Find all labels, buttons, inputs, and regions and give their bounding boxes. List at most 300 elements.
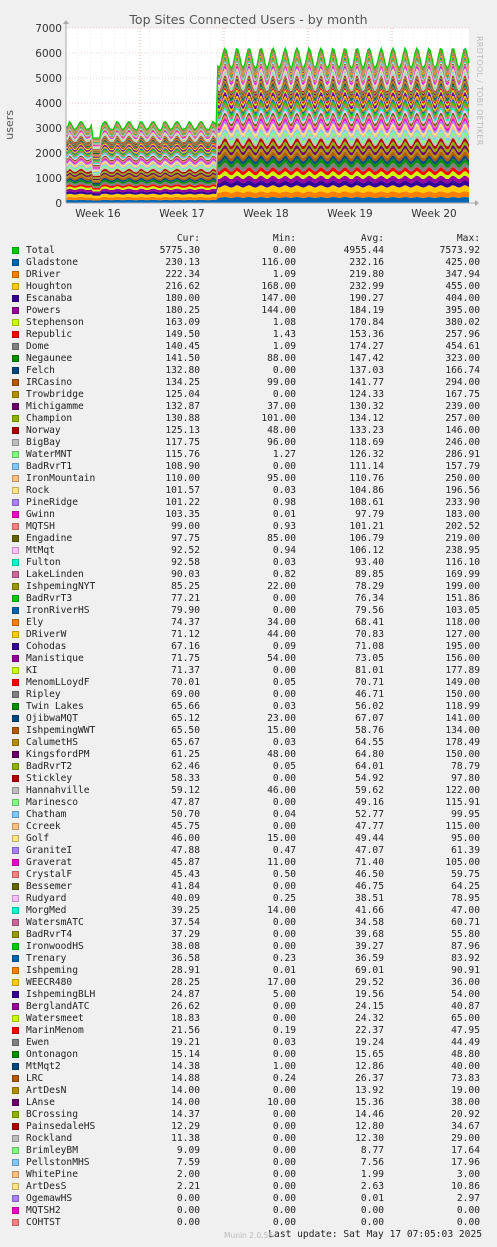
series-max: 122.00 (445, 785, 480, 796)
legend-row (12, 797, 492, 809)
series-name: Cohodas (26, 641, 67, 652)
series-min: 0.00 (272, 1109, 296, 1120)
series-avg: 12.86 (355, 1061, 384, 1072)
legend-row (12, 773, 492, 785)
legend-row (12, 881, 492, 893)
series-max: 36.00 (451, 977, 480, 988)
series-name: LakeLinden (26, 569, 84, 580)
legend-row (12, 497, 492, 509)
series-min: 0.19 (272, 1025, 296, 1036)
legend-row (12, 521, 492, 533)
series-avg: 190.27 (349, 293, 384, 304)
series-cur: 92.58 (171, 557, 200, 568)
legend-swatch (12, 763, 19, 770)
series-cur: 18.83 (171, 1013, 200, 1024)
series-min: 0.00 (272, 917, 296, 928)
series-min: 0.00 (272, 245, 296, 256)
header-avg: Avg: (360, 233, 384, 244)
series-min: 0.98 (272, 497, 296, 508)
legend-row (12, 1097, 492, 1109)
legend-row (12, 557, 492, 569)
legend-rows (12, 257, 492, 1229)
series-avg: 56.02 (355, 701, 384, 712)
series-min: 0.00 (272, 1181, 296, 1192)
legend-row (12, 629, 492, 641)
series-name: CrystalF (26, 869, 73, 880)
series-avg: 232.16 (349, 257, 384, 268)
series-max: 44.49 (451, 1037, 480, 1048)
series-avg: 219.80 (349, 269, 384, 280)
series-avg: 73.05 (355, 653, 384, 664)
legend-swatch (12, 1159, 19, 1166)
legend-row (12, 437, 492, 449)
series-max: 294.00 (445, 377, 480, 388)
legend-row (12, 1001, 492, 1013)
series-max: 55.80 (451, 929, 480, 940)
series-min: 0.00 (272, 665, 296, 676)
series-name: IRCasino (26, 377, 73, 388)
series-avg: 137.03 (349, 365, 384, 376)
series-avg: 67.07 (355, 713, 384, 724)
y-axis-arrow-icon (63, 20, 69, 24)
legend-row (12, 305, 492, 317)
series-max: 40.00 (451, 1061, 480, 1072)
series-max: 246.00 (445, 437, 480, 448)
series-min: 5.00 (272, 989, 296, 1000)
series-min: 37.00 (267, 401, 296, 412)
series-name: MQTSH (26, 521, 55, 532)
series-name: Twin Lakes (26, 701, 84, 712)
series-min: 0.03 (272, 737, 296, 748)
series-max: 60.71 (451, 917, 480, 928)
series-avg: 19.24 (355, 1037, 384, 1048)
series-min: 0.00 (272, 1145, 296, 1156)
legend-swatch (12, 283, 19, 290)
series-avg: 47.07 (355, 845, 384, 856)
series-max: 323.00 (445, 353, 480, 364)
series-min: 0.00 (272, 1133, 296, 1144)
series-min: 116.00 (261, 257, 296, 268)
series-name: Michigamme (26, 401, 84, 412)
legend-swatch (12, 511, 19, 518)
series-max: 195.00 (445, 641, 480, 652)
legend-row (12, 413, 492, 425)
y-tick-label: 4000 (35, 98, 62, 110)
legend-row (12, 677, 492, 689)
series-name: BCrossing (26, 1109, 78, 1120)
series-min: 0.00 (272, 1001, 296, 1012)
series-cur: 61.25 (171, 749, 200, 760)
series-cur: 14.88 (171, 1073, 200, 1084)
series-avg: 174.27 (349, 341, 384, 352)
legend-swatch (12, 979, 19, 986)
series-cur: 5775.30 (159, 245, 200, 256)
series-cur: 45.75 (171, 821, 200, 832)
series-cur: 28.25 (171, 977, 200, 988)
series-min: 0.00 (272, 365, 296, 376)
series-min: 11.00 (267, 857, 296, 868)
legend-swatch (12, 991, 19, 998)
y-tick-label: 6000 (35, 48, 62, 60)
legend-swatch (12, 1015, 19, 1022)
series-cur: 132.87 (165, 401, 200, 412)
series-max: 134.00 (445, 725, 480, 736)
legend-swatch (12, 775, 19, 782)
legend-row (12, 569, 492, 581)
series-cur: 39.25 (171, 905, 200, 916)
legend-row (12, 389, 492, 401)
series-name: MtMqt (26, 545, 55, 556)
series-cur: 36.58 (171, 953, 200, 964)
series-avg: 101.21 (349, 521, 384, 532)
series-name: MQTSH2 (26, 1205, 61, 1216)
legend-row (12, 257, 492, 269)
series-name: BadRvrT4 (26, 929, 73, 940)
legend-swatch (12, 799, 19, 806)
legend-swatch (12, 1039, 19, 1046)
legend-row (12, 725, 492, 737)
series-cur: 14.00 (171, 1085, 200, 1096)
series-avg: 68.41 (355, 617, 384, 628)
series-avg: 79.56 (355, 605, 384, 616)
series-cur: 103.35 (165, 509, 200, 520)
series-cur: 65.66 (171, 701, 200, 712)
series-cur: 28.91 (171, 965, 200, 976)
legend-swatch (12, 715, 19, 722)
legend-row (12, 1073, 492, 1085)
legend-swatch (12, 319, 19, 326)
series-name: Rock (26, 485, 50, 496)
series-cur: 2.00 (176, 1169, 200, 1180)
series-max: 183.00 (445, 509, 480, 520)
series-avg: 141.77 (349, 377, 384, 388)
legend-swatch (12, 787, 19, 794)
series-min: 0.00 (272, 797, 296, 808)
legend-swatch (12, 475, 19, 482)
series-min: 0.00 (272, 461, 296, 472)
series-avg: 93.40 (355, 557, 384, 568)
legend-row (12, 377, 492, 389)
series-max: 455.00 (445, 281, 480, 292)
x-tick-label: Week 17 (159, 208, 205, 220)
series-max: 257.96 (445, 329, 480, 340)
legend-row (12, 293, 492, 305)
series-cur: 12.29 (171, 1121, 200, 1132)
series-max: 116.10 (445, 557, 480, 568)
series-min: 147.00 (261, 293, 296, 304)
series-cur: 47.87 (171, 797, 200, 808)
series-max: 177.89 (445, 665, 480, 676)
legend-row (12, 1193, 492, 1205)
series-cur: 230.13 (165, 257, 200, 268)
legend-swatch (12, 1183, 19, 1190)
x-tick-label: Week 18 (243, 208, 289, 220)
series-cur: 37.54 (171, 917, 200, 928)
series-max: 169.99 (445, 569, 480, 580)
series-cur: 41.84 (171, 881, 200, 892)
series-cur: 125.13 (165, 425, 200, 436)
series-max: 103.05 (445, 605, 480, 616)
legend-row (12, 929, 492, 941)
series-name: PineRidge (26, 497, 78, 508)
series-name: Powers (26, 305, 61, 316)
series-name: LRC (26, 1073, 44, 1084)
series-name: BadRvrT2 (26, 761, 73, 772)
series-name: PainsedaleHS (26, 1121, 96, 1132)
series-avg: 0.00 (360, 1205, 384, 1216)
series-max: 47.95 (451, 1025, 480, 1036)
series-cur: 92.52 (171, 545, 200, 556)
series-max: 202.52 (445, 521, 480, 532)
series-avg: 89.85 (355, 569, 384, 580)
series-name: Gwinn (26, 509, 55, 520)
series-cur: 45.87 (171, 857, 200, 868)
legend-swatch (12, 727, 19, 734)
series-name: Stickley (26, 773, 73, 784)
series-min: 0.00 (272, 1013, 296, 1024)
series-cur: 108.90 (165, 461, 200, 472)
series-min: 0.05 (272, 761, 296, 772)
series-max: 17.96 (451, 1157, 480, 1168)
series-name: Ewen (26, 1037, 50, 1048)
series-max: 149.00 (445, 677, 480, 688)
series-max: 238.95 (445, 545, 480, 556)
series-max: 118.99 (445, 701, 480, 712)
series-min: 0.00 (272, 881, 296, 892)
munin-version: Munin 2.0.56 (223, 1231, 274, 1240)
series-cur: 0.00 (176, 1205, 200, 1216)
series-avg: 34.58 (355, 917, 384, 928)
series-avg: 184.19 (349, 305, 384, 316)
series-name: IshpemingNYT (26, 581, 96, 592)
series-max: 151.86 (445, 593, 480, 604)
legend-row (12, 653, 492, 665)
series-avg: 69.01 (355, 965, 384, 976)
y-tick-label: 2000 (35, 148, 62, 160)
series-cur: 101.22 (165, 497, 200, 508)
series-avg: 70.71 (355, 677, 384, 688)
series-max: 99.95 (451, 809, 480, 820)
header-max: Max: (456, 233, 480, 244)
legend-swatch (12, 295, 19, 302)
legend-row (12, 1109, 492, 1121)
last-update: Last update: Sat May 17 07:05:03 2025 (268, 1229, 482, 1240)
legend-row (12, 785, 492, 797)
series-avg: 13.92 (355, 1085, 384, 1096)
series-cur: 117.75 (165, 437, 200, 448)
series-min: 15.00 (267, 725, 296, 736)
legend-header (12, 233, 492, 245)
legend-row (12, 593, 492, 605)
legend-swatch (12, 871, 19, 878)
series-min: 96.00 (267, 437, 296, 448)
legend-row (12, 545, 492, 557)
series-name: CalumetHS (26, 737, 78, 748)
series-avg: 26.37 (355, 1073, 384, 1084)
series-cur: 222.34 (165, 269, 200, 280)
series-min: 1.09 (272, 341, 296, 352)
series-avg: 47.77 (355, 821, 384, 832)
series-name: IronwoodHS (26, 941, 84, 952)
series-avg: 52.77 (355, 809, 384, 820)
legend-swatch (12, 907, 19, 914)
rrdtool-credit: RRDTOOL / TOBI OETIKER (475, 36, 484, 146)
series-avg: 22.37 (355, 1025, 384, 1036)
series-max: 61.39 (451, 845, 480, 856)
series-avg: 36.59 (355, 953, 384, 964)
series-name: Negaunee (26, 353, 73, 364)
legend-row (12, 1157, 492, 1169)
legend-swatch (12, 835, 19, 842)
legend-swatch (12, 1063, 19, 1070)
series-min: 0.03 (272, 701, 296, 712)
series-name: Bessemer (26, 881, 73, 892)
series-name: Escanaba (26, 293, 73, 304)
series-avg: 111.14 (349, 461, 384, 472)
series-min: 95.00 (267, 473, 296, 484)
series-cur: 69.00 (171, 689, 200, 700)
legend-swatch (12, 1027, 19, 1034)
series-min: 99.00 (267, 377, 296, 388)
series-cur: 14.00 (171, 1097, 200, 1108)
series-cur: 37.29 (171, 929, 200, 940)
legend-swatch (12, 859, 19, 866)
legend-row (12, 953, 492, 965)
series-name: IronMountain (26, 473, 96, 484)
series-max: 347.94 (445, 269, 480, 280)
legend-row (12, 1133, 492, 1145)
series-cur: 65.67 (171, 737, 200, 748)
series-max: 115.00 (445, 821, 480, 832)
series-cur: 19.21 (171, 1037, 200, 1048)
series-avg: 71.40 (355, 857, 384, 868)
series-cur: 50.70 (171, 809, 200, 820)
series-avg: 97.79 (355, 509, 384, 520)
legend-swatch (12, 547, 19, 554)
series-cur: 125.04 (165, 389, 200, 400)
legend-row (12, 461, 492, 473)
series-name: Ccreek (26, 821, 61, 832)
legend-row (12, 857, 492, 869)
legend-row (12, 737, 492, 749)
legend-row (12, 1037, 492, 1049)
legend-row (12, 341, 492, 353)
series-cur: 216.62 (165, 281, 200, 292)
y-tick-label: 1000 (35, 173, 62, 185)
legend-row (12, 1181, 492, 1193)
legend-swatch (12, 619, 19, 626)
legend-swatch (12, 487, 19, 494)
series-min: 48.00 (267, 425, 296, 436)
legend-swatch (12, 427, 19, 434)
legend-swatch (12, 703, 19, 710)
legend-swatch (12, 955, 19, 962)
series-cur: 132.80 (165, 365, 200, 376)
series-cur: 11.38 (171, 1133, 200, 1144)
series-avg: 71.08 (355, 641, 384, 652)
series-max: 425.00 (445, 257, 480, 268)
legend-row (12, 641, 492, 653)
series-max: 157.79 (445, 461, 480, 472)
series-name: GraniteI (26, 845, 73, 856)
legend-row (12, 617, 492, 629)
series-min: 0.04 (272, 809, 296, 820)
series-max: 286.91 (445, 449, 480, 460)
legend-row (12, 701, 492, 713)
series-min: 15.00 (267, 833, 296, 844)
series-max: 3.00 (456, 1169, 480, 1180)
series-min: 0.24 (272, 1073, 296, 1084)
series-name: BerglandATC (26, 1001, 90, 1012)
series-avg: 0.01 (360, 1193, 384, 1204)
series-max: 65.00 (451, 1013, 480, 1024)
series-max: 150.00 (445, 749, 480, 760)
legend-swatch (12, 499, 19, 506)
legend-swatch (12, 931, 19, 938)
series-avg: 130.32 (349, 401, 384, 412)
series-min: 0.03 (272, 557, 296, 568)
series-min: 0.00 (272, 1217, 296, 1228)
series-min: 0.00 (272, 1049, 296, 1060)
series-name: Gladstone (26, 257, 78, 268)
series-avg: 49.44 (355, 833, 384, 844)
series-max: 17.64 (451, 1145, 480, 1156)
series-max: 97.80 (451, 773, 480, 784)
series-avg: 64.01 (355, 761, 384, 772)
series-name: Champion (26, 413, 73, 424)
series-min: 0.00 (272, 593, 296, 604)
legend-swatch (12, 307, 19, 314)
legend-swatch (12, 1135, 19, 1142)
series-avg: 15.36 (355, 1097, 384, 1108)
series-name: OjibwaMQT (26, 713, 78, 724)
series-name: MarinMenom (26, 1025, 84, 1036)
legend-swatch (12, 355, 19, 362)
legend-swatch (12, 679, 19, 686)
series-max: 219.00 (445, 533, 480, 544)
legend-swatch (12, 331, 19, 338)
legend-row (12, 353, 492, 365)
series-min: 168.00 (261, 281, 296, 292)
y-axis-label: users (3, 110, 16, 140)
legend-row (12, 893, 492, 905)
stacked-area-chart (0, 0, 497, 233)
series-cur: 14.38 (171, 1061, 200, 1072)
series-avg: 2.63 (360, 1181, 384, 1192)
series-min: 22.00 (267, 581, 296, 592)
series-cur: 21.56 (171, 1025, 200, 1036)
legend-swatch (12, 439, 19, 446)
series-name: Houghton (26, 281, 73, 292)
series-min: 1.43 (272, 329, 296, 340)
series-min: 0.00 (272, 929, 296, 940)
series-avg: 108.61 (349, 497, 384, 508)
series-cur: 26.62 (171, 1001, 200, 1012)
legend-row (12, 533, 492, 545)
series-name: MorgMed (26, 905, 67, 916)
series-cur: 58.33 (171, 773, 200, 784)
series-name: ArtDesS (26, 1181, 67, 1192)
legend-row (12, 989, 492, 1001)
series-name: KI (26, 665, 38, 676)
series-max: 83.92 (451, 953, 480, 964)
series-avg: 59.62 (355, 785, 384, 796)
series-max: 118.00 (445, 617, 480, 628)
legend-swatch (12, 1219, 19, 1226)
legend-swatch (12, 523, 19, 530)
series-max: 29.00 (451, 1133, 480, 1144)
series-name: Chatham (26, 809, 67, 820)
